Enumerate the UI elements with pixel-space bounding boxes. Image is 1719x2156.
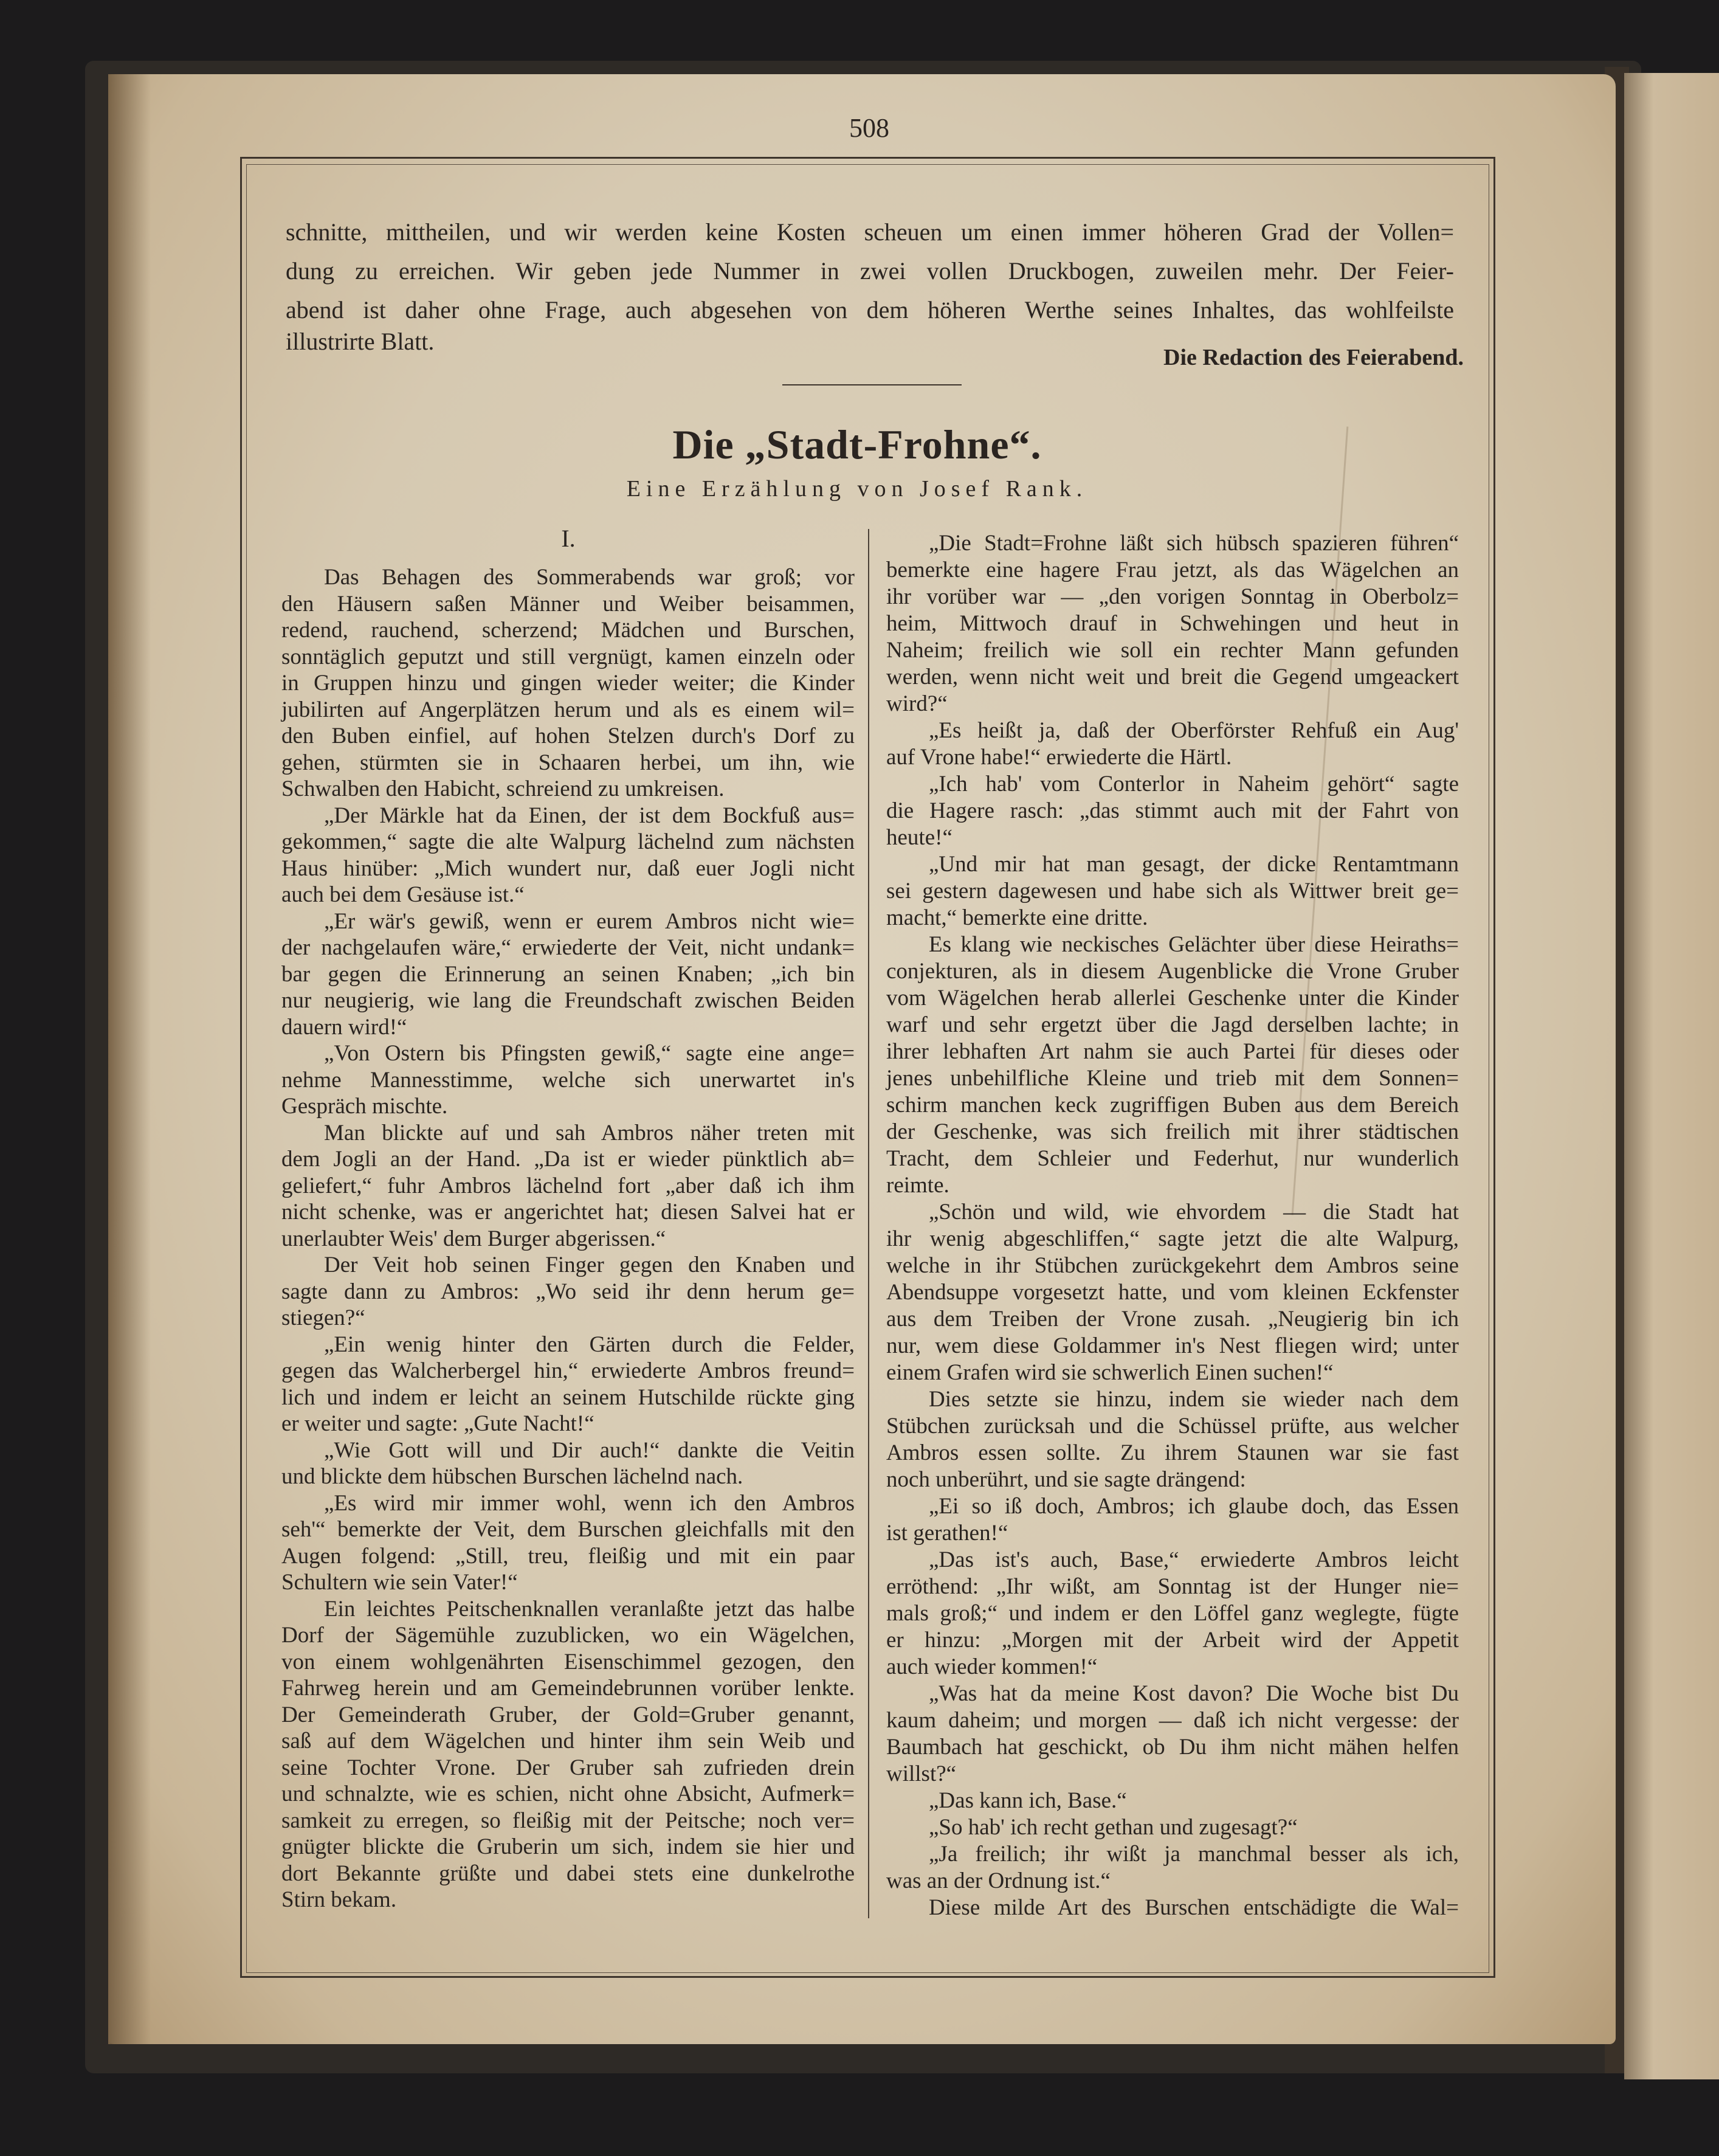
text-line: heim, Mittwoch drauf in Schwehingen und heut in xyxy=(886,611,1459,636)
text-line: sagte dann zu Ambros: „Wo seid ihr denn herum ge= xyxy=(281,1279,855,1304)
text-line: sei gestern dagewesen und habe sich als Wittwer breit ge= xyxy=(886,879,1459,904)
text-line: gekommen,“ sagte die alte Walpurg lächelnd zum nächsten xyxy=(281,829,855,854)
text-line: willst?“ xyxy=(886,1761,957,1786)
text-line: „Das ist's auch, Base,“ erwiederte Ambros leicht xyxy=(929,1547,1459,1572)
text-line: Dies setzte sie hinzu, indem sie wieder nach dem xyxy=(929,1387,1459,1412)
text-line: Ein leichtes Peitschenknallen veranlaßte jetzt das halbe xyxy=(324,1596,855,1622)
text-line: bar gegen die Erinnerung an seinen Knaben; „ich bin xyxy=(281,961,855,987)
text-line: nicht schenke, was er angerichtet hat; diesen Salvei hat er xyxy=(281,1200,855,1225)
text-line: noch unberührt, und sie sagte drängend: xyxy=(886,1467,1246,1492)
text-line: „Der Märkle hat da Einen, der ist dem Bockfuß aus= xyxy=(324,803,855,828)
intro-line: schnitte, mittheilen, und wir werden keine Kosten scheuen um einen immer höheren Grad der Vollen= xyxy=(286,218,1454,246)
text-line: wird?“ xyxy=(886,691,948,716)
text-line: „Ja freilich; ihr wißt ja manchmal besser als ich, xyxy=(929,1842,1459,1867)
text-line: auch bei dem Gesäuse ist.“ xyxy=(281,882,525,907)
text-line: „Es wird mir immer wohl, wenn ich den Ambros xyxy=(324,1490,855,1516)
text-line: nehme Mannesstimme, welche sich unerwartet in's xyxy=(281,1067,855,1093)
text-line: „Es heißt ja, daß der Oberförster Rehfuß ein Aug' xyxy=(929,718,1459,743)
text-line: „Und mir hat man gesagt, der dicke Rentamtmann xyxy=(929,852,1459,877)
text-line: schirm manchen keck zugriffigen Buben aus dem Bereich xyxy=(886,1093,1459,1118)
text-line: macht,“ bemerkte eine dritte. xyxy=(886,905,1148,930)
text-line: reimte. xyxy=(886,1173,949,1198)
text-line: den Häusern saßen Männer und Weiber beisammen, xyxy=(281,591,855,617)
next-page-edge xyxy=(1624,73,1719,2079)
text-line: auf Vrone habe!“ erwiederte die Härtl. xyxy=(886,745,1232,770)
text-line: Naheim; freilich wie soll ein rechter Mann gefunden xyxy=(886,638,1459,663)
text-line: dem Jogli an der Hand. „Da ist er wieder pünktlich ab= xyxy=(281,1147,855,1172)
text-line: Der Veit hob seinen Finger gegen den Knaben und xyxy=(324,1252,855,1277)
text-line: stiegen?“ xyxy=(281,1305,365,1330)
text-line: einem Grafen wird sie schwerlich Einen suchen!“ xyxy=(886,1360,1334,1385)
text-line: er hinzu: „Morgen mit der Arbeit wird der Appetit xyxy=(886,1628,1459,1653)
text-line: kaum daheim; und morgen — daß ich nicht vergesse: der xyxy=(886,1708,1459,1733)
text-line: „Von Ostern bis Pfingsten gewiß,“ sagte eine ange= xyxy=(324,1041,855,1066)
chapter-number: I. xyxy=(561,525,576,552)
text-line: vom Wägelchen herab allerlei Geschenke unter die Kinder xyxy=(886,986,1459,1011)
text-line: ist gerathen!“ xyxy=(886,1521,1008,1546)
text-line: gehen, stürmten sie in Schaaren herbei, um ihn, wie xyxy=(281,750,855,775)
text-line: welche in ihr Stübchen zurückgekehrt dem Ambros seine xyxy=(886,1253,1459,1278)
signature: Die Redaction des Feierabend. xyxy=(1163,345,1464,370)
text-line: conjekturen, als in diesem Augenblicke die Vrone Gruber xyxy=(886,959,1459,984)
text-line: Augen folgend: „Still, treu, fleißig und mit ein paar xyxy=(281,1543,855,1569)
text-line: „Ich hab' vom Conterlor in Naheim gehört“ sagte xyxy=(929,772,1459,796)
text-line: Gespräch mischte. xyxy=(281,1094,448,1119)
text-line: seine Tochter Vrone. Der Gruber sah zufrieden drein xyxy=(281,1755,855,1780)
text-line: Stübchen zurücksah und die Schüssel prüfte, aus welcher xyxy=(886,1414,1459,1439)
text-line: Diese milde Art des Burschen entschädigte die Wal= xyxy=(929,1895,1459,1920)
text-line: Es klang wie neckisches Gelächter über diese Heiraths= xyxy=(929,932,1459,957)
text-line: „So hab' ich recht gethan und zugesagt?“ xyxy=(929,1815,1298,1840)
text-line: nur, wem diese Goldammer in's Nest fliegen wird; unter xyxy=(886,1333,1459,1358)
text-line: Der Gemeinderath Gruber, der Gold=Gruber genannt, xyxy=(281,1702,855,1727)
text-line: Schultern wie sein Vater!“ xyxy=(281,1570,518,1595)
text-line: und schnalzte, wie es schien, nicht ohne Absicht, Aufmerk= xyxy=(281,1781,855,1806)
text-line: „Das kann ich, Base.“ xyxy=(929,1788,1127,1813)
text-line: geliefert,“ fuhr Ambros lächelnd fort „aber daß ich ihm xyxy=(281,1173,855,1198)
text-line: unerlaubter Weis' dem Burger abgerissen.“ xyxy=(281,1226,666,1251)
text-line: „Er wär's gewiß, wenn er eurem Ambros nicht wie= xyxy=(324,908,855,934)
text-line: „Ein wenig hinter den Gärten durch die Felder, xyxy=(324,1332,855,1357)
text-line: Ambros essen sollte. Zu ihrem Staunen war sie fast xyxy=(886,1440,1459,1465)
page-number: 508 xyxy=(849,113,889,143)
text-line: „Was hat da meine Kost davon? Die Woche bist Du xyxy=(929,1681,1459,1706)
text-line: auch wieder kommen!“ xyxy=(886,1654,1098,1679)
text-line: Schwalben den Habicht, schreiend zu umkreisen. xyxy=(281,776,725,801)
text-line: heute!“ xyxy=(886,825,953,850)
story-byline: Eine Erzählung von Josef Rank. xyxy=(626,476,1088,502)
text-line: dort Bekannte grüßte und dabei stets eine dunkelrothe xyxy=(281,1861,855,1886)
text-line: in Gruppen hinzu und gingen wieder weiter; die Kinder xyxy=(281,671,855,696)
text-line: Dorf der Sägemühle zuzublicken, wo ein Wägelchen, xyxy=(281,1623,855,1648)
text-line: saß auf dem Wägelchen und hinter ihm sein Weib und xyxy=(281,1729,855,1753)
text-line: ihr vorüber war — „den vorigen Sonntag in Oberbolz= xyxy=(886,584,1459,609)
text-line: und blickte dem hübschen Burschen lächelnd nach. xyxy=(281,1464,743,1489)
text-line: jenes unbehilfliche Kleine und trieb mit dem Sonnen= xyxy=(886,1066,1459,1091)
intro-line: dung zu erreichen. Wir geben jede Nummer in zwei vollen Druckbogen, zuweilen mehr. Der Feier- xyxy=(286,257,1454,285)
text-line: die Hagere rasch: „das stimmt auch mit der Fahrt von xyxy=(886,798,1459,823)
text-line: Baumbach hat geschickt, ob Du ihm nicht mähen helfen xyxy=(886,1735,1459,1760)
text-line: warf und sehr ergetzt über die Jagd derselben lachte; in xyxy=(886,1012,1459,1037)
text-line: Haus hinüber: „Mich wundert nur, daß euer Jogli nicht xyxy=(281,855,855,881)
text-line: gnügter blickte die Gruberin um sich, indem sie hier und xyxy=(281,1834,855,1859)
text-line: der Geschenke, was sich freilich mit ihrer städtischen xyxy=(886,1119,1459,1144)
text-line: erröthend: „Ihr wißt, am Sonntag ist der Hunger nie= xyxy=(886,1574,1459,1599)
text-line: ihr wenig abgeschliffen,“ sagte jetzt die alte Walpurg, xyxy=(886,1226,1459,1251)
text-line: was an der Ordnung ist.“ xyxy=(886,1868,1111,1893)
intro-line: abend ist daher ohne Frage, auch abgesehen von dem höheren Werthe seines Inhaltes, das wohlfeilste xyxy=(286,296,1454,323)
text-line: „Schön und wild, wie ehvordem — die Stadt hat xyxy=(929,1200,1459,1225)
text-line: der nachgelaufen wäre,“ erwiederte der Veit, nicht undank= xyxy=(281,935,855,960)
story-title: Die „Stadt-Frohne“. xyxy=(672,421,1042,468)
text-line: Das Behagen des Sommerabends war groß; vor xyxy=(324,565,855,590)
text-line: sonntäglich geputzt und still vergnügt, kamen einzeln oder xyxy=(281,644,855,669)
text-line: aus dem Treiben der Vrone zusah. „Neugierig bin ich xyxy=(886,1307,1459,1332)
section-divider xyxy=(782,384,962,385)
text-line: samkeit zu erregen, so fleißig mit der Peitsche; noch ver= xyxy=(281,1808,855,1833)
text-line: ihrer lebhaften Art nahm sie auch Partei für dieses oder xyxy=(886,1039,1459,1064)
text-line: „Die Stadt=Frohne läßt sich hübsch spazieren führen“ xyxy=(929,531,1459,556)
text-line: lich und indem er leicht an seinem Hutschilde rückte ging xyxy=(281,1384,855,1410)
text-line: er weiter und sagte: „Gute Nacht!“ xyxy=(281,1411,594,1436)
text-line: Man blickte auf und sah Ambros näher treten mit xyxy=(324,1120,855,1145)
text-line: „Wie Gott will und Dir auch!“ dankte die Veitin xyxy=(324,1437,855,1463)
column-divider xyxy=(868,529,869,1918)
text-line: nur neugierig, wie lang die Freundschaft zwischen Beiden xyxy=(281,988,855,1013)
text-line: den Buben einfiel, auf hohen Stelzen durch's Dorf zu xyxy=(281,724,855,748)
text-line: redend, rauchend, scherzend; Mädchen und Burschen, xyxy=(281,618,855,643)
text-line: „Ei so iß doch, Ambros; ich glaube doch, das Essen xyxy=(929,1494,1459,1519)
text-line: dauern wird!“ xyxy=(281,1014,407,1040)
text-line: seh'“ bemerkte der Veit, dem Burschen gleichfalls mit den xyxy=(281,1517,855,1542)
text-line: bemerkte eine hagere Frau jetzt, als das Wägelchen an xyxy=(886,558,1459,582)
text-line: Fahrweg herein und am Gemeindebrunnen vorüber lenkte. xyxy=(281,1676,855,1701)
text-line: Tracht, dem Schleier und Federhut, nur wunderlich xyxy=(886,1146,1459,1171)
text-line: mals groß;“ und indem er den Löffel ganz weglegte, fügte xyxy=(886,1601,1459,1626)
intro-line: illustrirte Blatt. xyxy=(286,328,435,355)
text-line: jubilirten auf Angerplätzen herum und als es einem wil= xyxy=(281,697,855,722)
text-line: Abendsuppe vorgesetzt hatte, und vom kleinen Eckfenster xyxy=(886,1280,1459,1305)
text-line: gegen das Walcherbergel hin,“ erwiederte Ambros freund= xyxy=(281,1358,855,1383)
text-line: Stirn bekam. xyxy=(281,1887,397,1912)
text-line: von einem wohlgenährten Eisenschimmel gezogen, den xyxy=(281,1649,855,1674)
text-line: werden, wenn nicht weit und breit die Gegend umgeackert xyxy=(886,665,1459,689)
